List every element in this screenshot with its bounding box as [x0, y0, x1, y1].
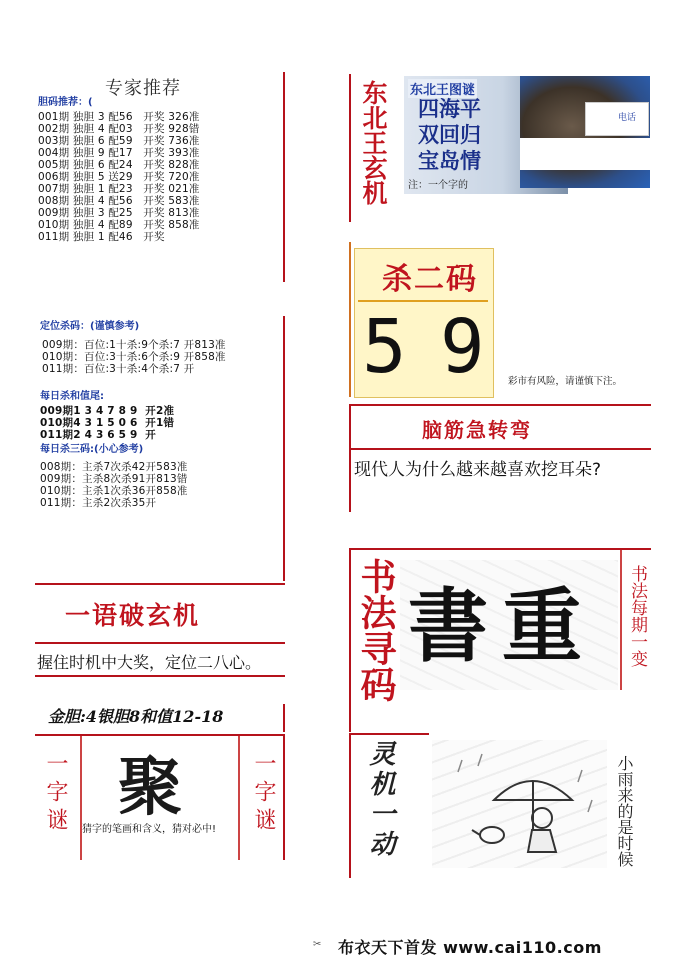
record-row: 009期 独胆 3 配25 开奖 813准 — [38, 207, 200, 219]
cartoon-image — [432, 740, 607, 868]
record-row: 010期：主杀1次杀36开858准 — [40, 485, 188, 497]
record-row: 010期4 3 1 5 0 6 开1错 — [40, 417, 175, 429]
record-row: 003期 独胆 6 配59 开奖 736准 — [38, 135, 200, 147]
expert-title: 专家推荐 — [105, 78, 181, 99]
record-row: 011期：百位:3十杀:4个杀:7 开 — [42, 363, 195, 375]
sha-warning: 彩市有风险，请谨慎下注。 — [508, 376, 623, 387]
daily-sum-title: 每日杀和值尾: — [40, 391, 104, 402]
record-row: 010期：百位:3十杀:6个杀:9 开858准 — [42, 351, 226, 363]
expert-subtitle: 胆码推荐：( — [38, 97, 93, 108]
phone-box — [585, 102, 649, 136]
record-row: 002期 独胆 4 配03 开奖 928错 — [38, 123, 200, 135]
daily-sum-rows — [40, 405, 174, 441]
sha-digit-1: 5 — [362, 304, 407, 390]
dongbei-banner: 东北王图谜 — [408, 79, 477, 98]
footer-text: 布衣天下首发 www.cai110.com — [338, 938, 602, 957]
footer-icon: ✂ — [313, 939, 322, 950]
riddle-char: 聚 — [118, 750, 182, 825]
lingji-poem: 小雨来的是时候 — [615, 755, 634, 867]
dongbei-lines — [418, 96, 481, 174]
brain-title: 脑筋急转弯 — [422, 418, 532, 442]
record-row: 004期 独胆 9 配17 开奖 393准 — [38, 147, 200, 159]
record-row: 001期 独胆 3 配56 开奖 326准 — [38, 111, 200, 123]
daily-three-title: 每日杀三码:(小心参考) — [40, 444, 144, 455]
dongbei-line: 双回归 — [418, 122, 481, 147]
daily-three-rows — [40, 461, 188, 509]
record-row: 007期 独胆 1 配23 开奖 021准 — [38, 183, 200, 195]
riddle-hint: 猜字的笔画和含义，猜对必中! — [82, 824, 217, 835]
brain-question: 现代人为什么越来越喜欢挖耳朵? — [354, 460, 602, 480]
calligraphy-note: 书法每期一变 — [627, 565, 647, 667]
record-row: 009期：百位:1十杀:9个杀:7 开813准 — [42, 339, 226, 351]
dongbei-side-title: 东北王玄机 — [359, 80, 388, 205]
yiyu-text: 握住时机中大奖，定位二八心。 — [37, 653, 262, 672]
dongbei-line: 四海平 — [418, 96, 481, 121]
record-row: 010期 独胆 4 配89 开奖 858准 — [38, 219, 200, 231]
calligraphy-side-title: 书法寻码 — [355, 558, 397, 702]
record-row: 008期：主杀7次杀42开583准 — [40, 461, 188, 473]
gold-line: 金胆:4银胆8和值12-18 — [48, 707, 224, 726]
record-row: 011期：主杀2次杀35开 — [40, 497, 157, 509]
calligraphy-chars: 書重 — [408, 579, 596, 673]
sha-digit-2: 9 — [440, 304, 485, 390]
dongbei-bottom-text: 注：一个字的 — [408, 180, 468, 191]
riddle-left-label: 一字谜 — [43, 752, 68, 836]
record-row: 006期 独胆 5 送29 开奖 720准 — [38, 171, 200, 183]
record-row: 011期 独胆 1 配46 开奖 — [38, 231, 165, 243]
expert-rows — [38, 111, 200, 243]
sha-title: 杀二码 — [382, 262, 478, 297]
record-row: 009期：主杀8次杀91开813错 — [40, 473, 188, 485]
dongbei-line: 宝岛情 — [418, 148, 481, 173]
white-mask — [520, 138, 650, 170]
record-row: 008期 独胆 4 配56 开奖 583准 — [38, 195, 200, 207]
position-rows — [42, 339, 226, 375]
phone-label: 电话 — [618, 113, 637, 123]
riddle-right-label: 一字谜 — [251, 752, 276, 836]
umbrella-cartoon — [432, 740, 607, 868]
position-title: 定位杀码：(谨慎参考) — [40, 321, 140, 332]
record-row: 011期2 4 3 6 5 9 开 — [40, 429, 156, 441]
lingji-side-title: 灵机一动 — [365, 740, 395, 860]
yiyu-title: 一语破玄机 — [65, 601, 201, 630]
record-row: 005期 独胆 6 配24 开奖 828准 — [38, 159, 200, 171]
record-row: 009期1 3 4 7 8 9 开2准 — [40, 405, 175, 417]
